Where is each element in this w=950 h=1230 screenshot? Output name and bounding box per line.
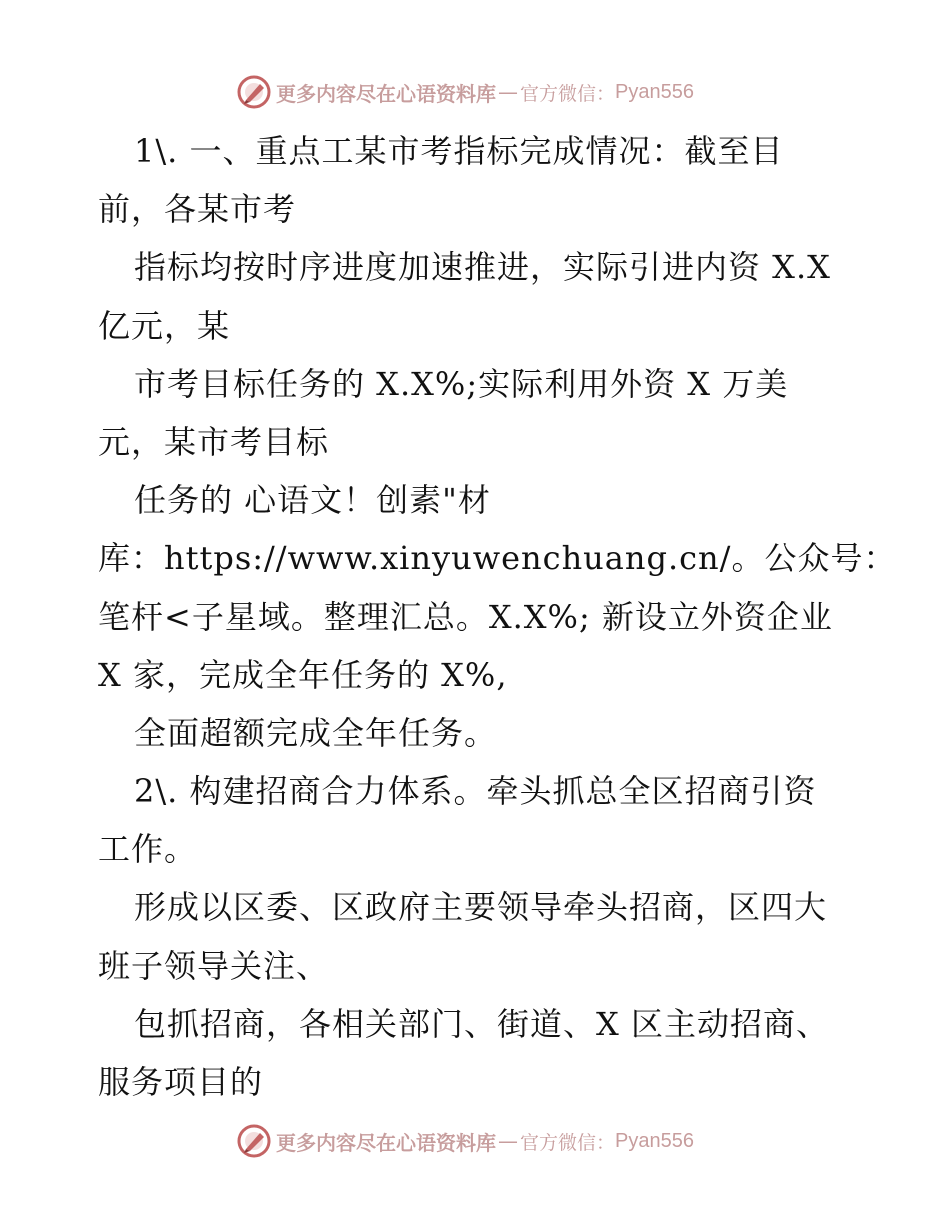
text-line: 市考目标任务的 X.X%;实际利用外资 X 万美 bbox=[134, 364, 789, 403]
text-line: 前，各某市考 bbox=[98, 190, 297, 229]
banner-text: 更多内容尽在心语资料库 bbox=[276, 1130, 496, 1155]
text-line: 服务项目的 bbox=[98, 1063, 264, 1101]
text-line: 元，某市考目标 bbox=[98, 422, 330, 461]
banner-wechat-handle: Pyan556 bbox=[615, 80, 694, 103]
pen-nib-circle-logo-icon bbox=[236, 74, 272, 110]
footer-watermark-banner bbox=[236, 1121, 694, 1161]
text-line: 任务的 心语文！创素"材 bbox=[134, 481, 491, 520]
text-line: 笔杆<子星域。整理汇总。X.X%; 新设立外资企业 bbox=[98, 597, 833, 636]
pen-nib-circle-logo-icon bbox=[236, 1123, 272, 1159]
text-line: 1\. 一、重点工某市考指标完成情况：截至目 bbox=[134, 132, 784, 170]
text-line: 指标均按时序进度加速推进，实际引进内资 X.X bbox=[134, 248, 831, 287]
header-watermark-banner bbox=[236, 72, 694, 112]
text-line: 形成以区委、区政府主要领导牵头招商，区四大 bbox=[134, 888, 828, 927]
banner-dash: — bbox=[498, 80, 518, 104]
banner-text: 更多内容尽在心语资料库 bbox=[276, 81, 496, 106]
text-line: 班子领导关注、 bbox=[98, 946, 330, 985]
document-body bbox=[98, 122, 897, 1111]
text-line: 库：https://www.xinyuwenchuang.cn/。公众号： bbox=[98, 539, 897, 578]
text-line: 2\. 构建招商合力体系。牵头抓总全区招商引资 bbox=[134, 772, 817, 811]
text-line: 工作。 bbox=[98, 830, 198, 869]
banner-dash: — bbox=[498, 1129, 518, 1153]
banner-wechat-label: 官方微信： bbox=[520, 1131, 616, 1154]
banner-wechat-label: 官方微信： bbox=[520, 82, 616, 105]
text-line: 全面超额完成全年任务。 bbox=[134, 713, 498, 752]
text-line: X 家，完成全年任务的 X%, bbox=[98, 655, 508, 694]
text-line: 亿元，某 bbox=[98, 306, 231, 345]
text-line: 包抓招商，各相关部门、街道、X 区主动招商、 bbox=[134, 1004, 829, 1043]
banner-wechat-handle: Pyan556 bbox=[615, 1129, 694, 1152]
